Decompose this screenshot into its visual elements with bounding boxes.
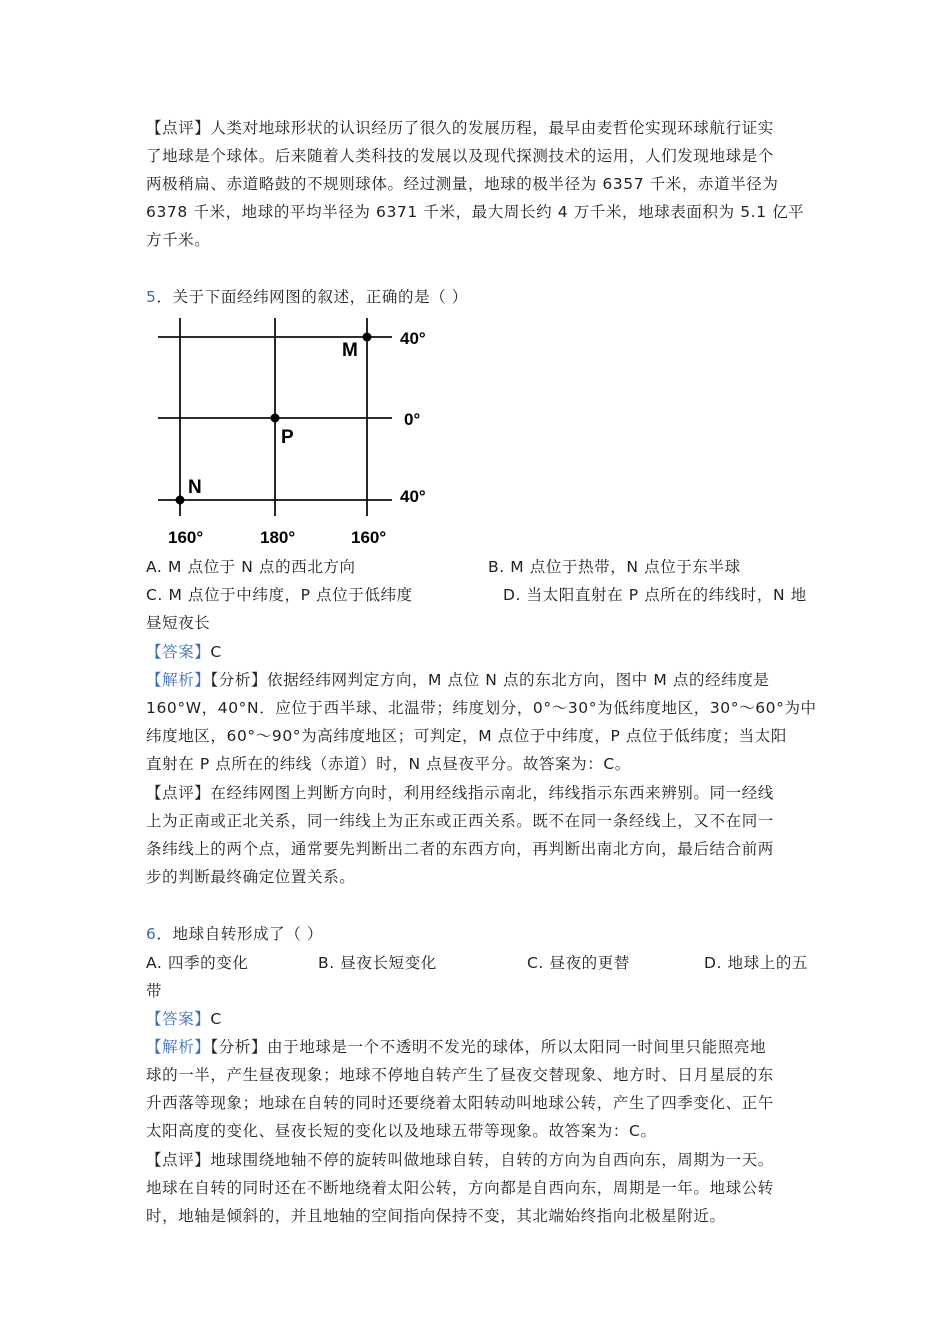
answer-tag: 【答案】 [146,643,211,661]
review4-line-3: 两极稍扁、赤道略鼓的不规则球体。经过测量，地球的极半径为 6357 千米，赤道半径为 [146,175,779,193]
q5-number: 5 [146,288,157,306]
q6-option-d: D. 地球上的五 [704,954,809,972]
review-tag: 【点评】 [146,784,211,802]
q6-stem: 6．地球自转形成了（ ） [146,925,323,943]
lon-label-left: 160° [168,528,204,547]
answer-tag: 【答案】 [146,1010,211,1028]
q6-analysis-line-4: 太阳高度的变化、昼夜长短的变化以及地球五带等现象。故答案为：C。 [146,1122,657,1140]
q5-option-d: D. 当太阳直射在 P 点所在的纬线时，N 地 [503,586,807,604]
q6-number: 6 [146,925,157,943]
q6-option-a: A. 四季的变化 [146,954,249,972]
q6-analysis-line-2: 球的一半，产生昼夜现象；地球不停地自转产生了昼夜交替现象、地方时、日月星辰的东 [146,1066,774,1084]
q6-analysis-line-3: 升西落等现象；地球在自转的同时还要绕着太阳转动叫地球公转，产生了四季变化、正午 [146,1094,774,1112]
q6-option-d-cont: 带 [146,982,163,1000]
q5-review-line-3: 条纬线上的两个点，通常要先判断出二者的东西方向，再判断出南北方向，最后结合前两 [146,840,774,858]
q6-option-c: C. 昼夜的更替 [527,954,630,972]
point-n-label: N [188,477,202,498]
lat-label-mid: 0° [404,410,421,429]
q5-review-line-1: 【点评】在经纬网图上判断方向时，利用经线指示南北，纬线指示东西来辨别。同一经线 [146,784,774,802]
review-tag: 【点评】 [146,1151,211,1169]
q5-option-b: B. M 点位于热带，N 点位于东半球 [488,558,741,576]
lon-label-mid: 180° [260,528,296,547]
point-m-label: M [342,340,358,361]
q6-answer: 【答案】C [146,1010,222,1028]
q5-analysis-line-4: 直射在 P 点所在的纬线（赤道）时，N 点昼夜平分。故答案为：C。 [146,755,631,773]
q6-option-b: B. 昼夜长短变化 [318,954,437,972]
q5-analysis-line-2: 160°W，40°N．应位于西半球、北温带；纬度划分，0°～30°为低纬度地区，30°～60°为中 [146,699,817,717]
q5-review-line-4: 步的判断最终确定位置关系。 [146,868,356,886]
point-p-label: P [281,427,294,448]
q5-answer: 【答案】C [146,643,222,661]
point-m-dot [363,333,372,342]
q6-review-line-3: 时，地轴是倾斜的，并且地轴的空间指向保持不变，其北端始终指向北极星附近。 [146,1207,726,1225]
point-n-dot [176,496,185,505]
lat-label-top: 40° [400,329,426,348]
q6-review-line-2: 地球在自转的同时还在不断地绕着太阳公转，方向都是自西向东，周期是一年。地球公转 [146,1179,774,1197]
review4-line-1: 【点评】人类对地球形状的认识经历了很久的发展历程，最早由麦哲伦实现环球航行证实 [146,119,774,137]
review4-line-5: 方千米。 [146,231,211,249]
q5-stem: 5．关于下面经纬网图的叙述，正确的是（ ） [146,288,468,306]
review4-line-2: 了地球是个球体。后来随着人类科技的发展以及现代探测技术的运用，人们发现地球是个 [146,147,774,165]
review-tag: 【点评】 [146,119,211,137]
analysis-tag: 【解析】 [146,671,211,689]
q5-option-d-cont: 昼短夜长 [146,614,211,632]
review4-line-4: 6378 千米，地球的平均半径为 6371 千米，最大周长约 4 万千米，地球表面积为 5.1 亿平 [146,203,805,221]
q6-review-line-1: 【点评】地球围绕地轴不停的旋转叫做地球自转，自转的方向为自西向东，周期为一天。 [146,1151,774,1169]
q6-analysis-line-1: 【解析】【分析】由于地球是一个不透明不发光的球体，所以太阳同一时间里只能照亮地 [146,1038,767,1056]
analysis-tag: 【解析】 [146,1038,211,1056]
lon-label-right: 160° [351,528,387,547]
point-p-dot [271,414,280,423]
q5-analysis-line-3: 纬度地区，60°～90°为高纬度地区；可判定，M 点位于中纬度，P 点位于低纬度；当太阳 [146,727,787,745]
q5-option-a: A. M 点位于 N 点的西北方向 [146,558,356,576]
q5-review-line-2: 上为正南或正北关系，同一纬线上为正东或正西关系。既不在同一条经线上，又不在同一 [146,812,774,830]
q5-analysis-line-1: 【解析】【分析】依据经纬网判定方向，M 点位 N 点的东北方向，图中 M 点的经纬度是 [146,671,770,689]
q5-option-c: C. M 点位于中纬度，P 点位于低纬度 [146,586,413,604]
lat-label-bottom: 40° [400,487,426,506]
graticule-figure [150,318,450,554]
